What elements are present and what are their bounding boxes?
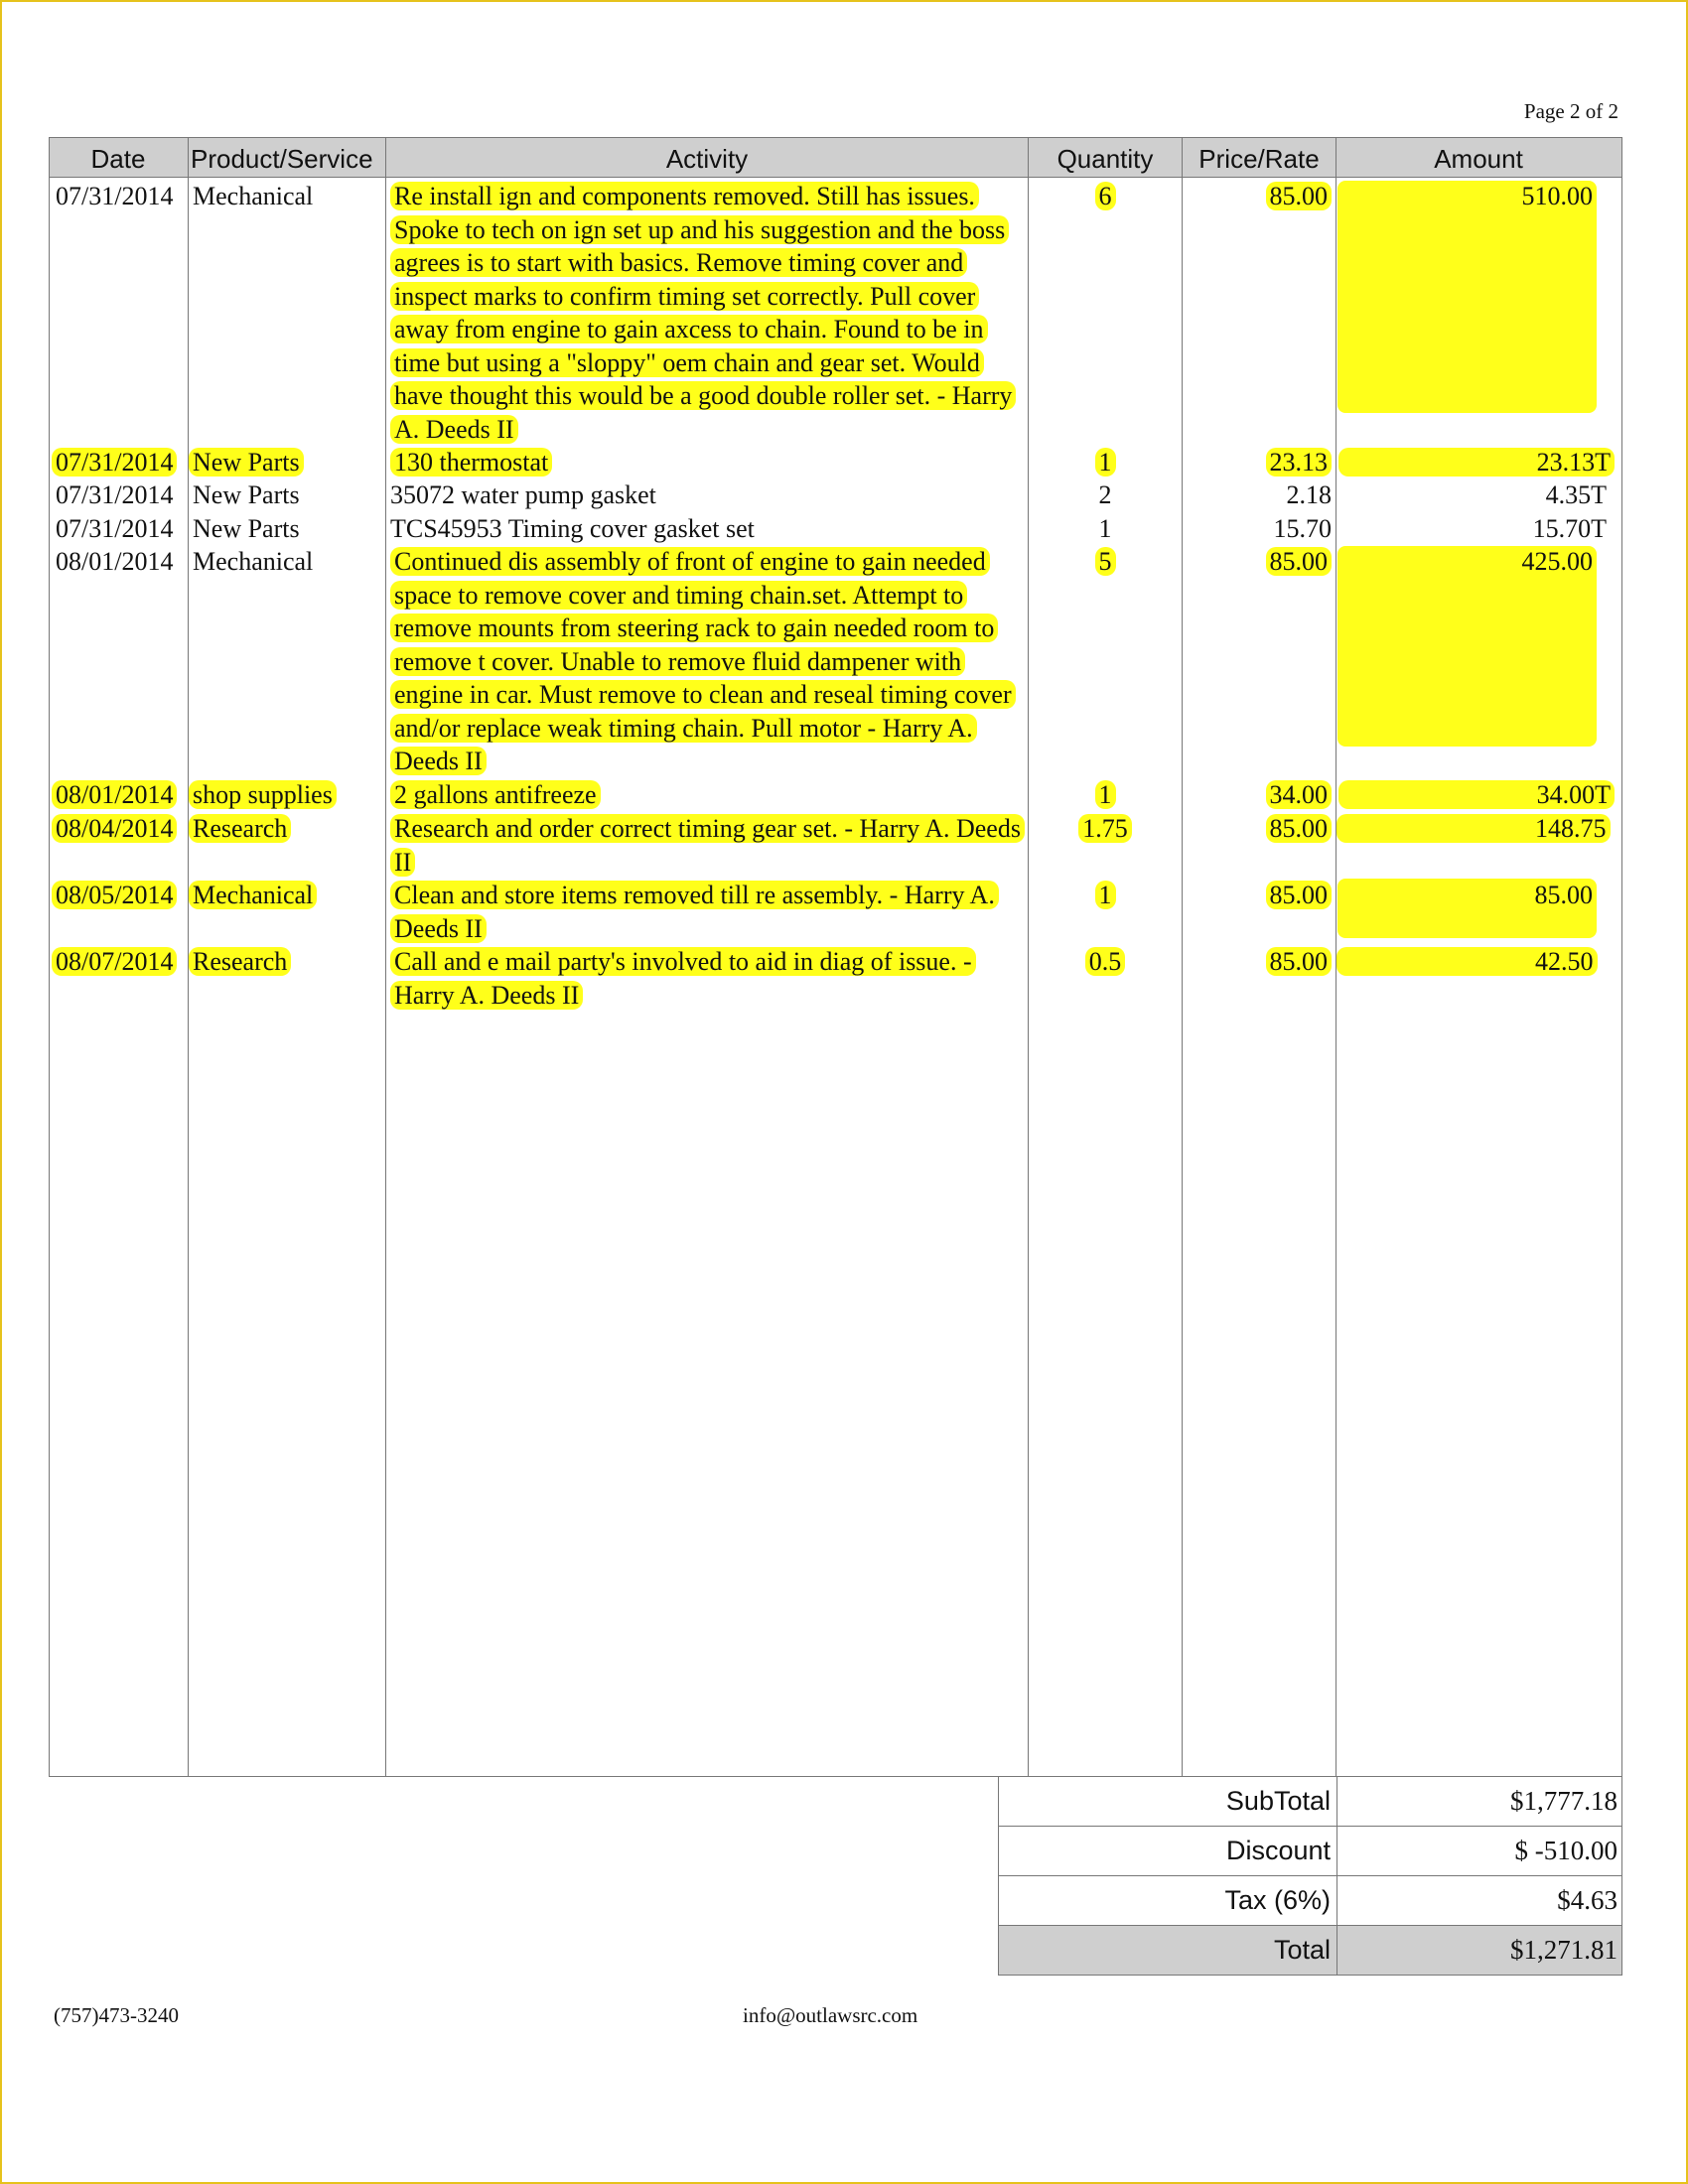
row-activity	[390, 545, 1026, 778]
header-amount: Amount	[1434, 144, 1523, 174]
row-product	[189, 879, 317, 912]
row-quantity	[1029, 945, 1182, 979]
total-row	[998, 1926, 1622, 1976]
row-quantity-text: 1	[1095, 780, 1116, 809]
row-activity: 35072 water pump gasket	[390, 480, 656, 509]
row-quantity	[1029, 545, 1182, 579]
row-date	[52, 879, 177, 912]
row-price-text: 85.00	[1266, 881, 1333, 909]
row-price	[1183, 180, 1332, 213]
row-activity	[390, 446, 1026, 479]
row-quantity	[1029, 778, 1182, 812]
row-price-text: 85.00	[1266, 182, 1333, 210]
row-quantity	[1029, 812, 1182, 846]
footer-phone: (757)473-3240	[54, 2003, 179, 2027]
row-activity-text: 2 gallons antifreeze	[390, 780, 601, 809]
row-amount: 510.00	[1521, 182, 1593, 210]
row-price	[1183, 778, 1332, 812]
row-amount	[1336, 446, 1615, 479]
header-price: Price/Rate	[1198, 144, 1320, 174]
row-product	[189, 778, 337, 812]
row-activity-text: Call and e mail party's involved to aid in diag of issue. - Harry A. Deeds II	[390, 947, 976, 1010]
row-activity	[390, 812, 1026, 879]
row-quantity: 1	[1098, 514, 1112, 543]
column-divider	[385, 137, 386, 1777]
total-value: $1,271.81	[1336, 1926, 1621, 1975]
row-activity	[390, 778, 1026, 812]
row-amount-text: 42.50	[1336, 947, 1598, 976]
row-amount: 4.35T	[1545, 480, 1607, 509]
discount-value: $ -510.00	[1336, 1827, 1621, 1875]
row-price-text: 85.00	[1266, 947, 1333, 976]
row-date-text: 08/07/2014	[52, 947, 177, 976]
row-quantity	[1029, 879, 1182, 912]
row-activity	[390, 879, 1026, 945]
header-quantity: Quantity	[1056, 144, 1154, 174]
row-product: New Parts	[193, 514, 300, 543]
row-product-text: Research	[189, 814, 291, 843]
row-product	[189, 945, 291, 979]
row-date: 07/31/2014	[56, 182, 174, 210]
row-product-text: Research	[189, 947, 291, 976]
row-price	[1183, 879, 1332, 912]
row-quantity-text: 6	[1095, 182, 1116, 210]
total-label: Total	[1273, 1935, 1331, 1965]
row-quantity-text: 1	[1095, 448, 1116, 477]
row-quantity	[1029, 446, 1182, 479]
footer-email: info@outlawsrc.com	[743, 2003, 918, 2027]
row-product	[189, 446, 304, 479]
row-date	[52, 446, 177, 479]
row-date: 07/31/2014	[56, 514, 174, 543]
row-date	[52, 778, 177, 812]
row-quantity-text: 1.75	[1078, 814, 1132, 843]
tax-value: $4.63	[1336, 1876, 1621, 1925]
row-product: New Parts	[193, 480, 300, 509]
row-quantity-text: 1	[1095, 881, 1116, 909]
row-product: Mechanical	[193, 182, 314, 210]
row-price-text: 85.00	[1266, 814, 1333, 843]
row-price	[1183, 945, 1332, 979]
header-product: Product/Service	[191, 144, 373, 174]
row-date: 07/31/2014	[56, 480, 174, 509]
tax-label: Tax (6%)	[1224, 1885, 1331, 1915]
row-activity-text: 130 thermostat	[390, 448, 552, 477]
subtotal-label: SubTotal	[1225, 1786, 1331, 1816]
row-activity	[390, 945, 1026, 1012]
page-number: Page 2 of 2	[1523, 99, 1618, 123]
row-price-text: 23.13	[1266, 448, 1333, 477]
row-product: Mechanical	[193, 547, 314, 576]
row-amount-text: 34.00T	[1338, 780, 1615, 809]
row-price: 2.18	[1286, 480, 1332, 509]
row-amount	[1336, 778, 1615, 812]
row-date-text: 08/04/2014	[52, 814, 177, 843]
row-price: 15.70	[1273, 514, 1332, 543]
row-price-text: 85.00	[1266, 547, 1333, 576]
row-activity: TCS45953 Timing cover gasket set	[390, 514, 755, 543]
row-date-text: 08/01/2014	[52, 780, 177, 809]
row-price	[1183, 446, 1332, 479]
row-date	[52, 812, 177, 846]
row-product-text: New Parts	[189, 448, 304, 477]
row-product-text: Mechanical	[189, 881, 317, 909]
header-date: Date	[90, 144, 146, 174]
row-date-text: 08/05/2014	[52, 881, 177, 909]
header-activity: Activity	[665, 144, 749, 174]
amount-highlight	[1337, 181, 1597, 413]
row-price-text: 34.00	[1266, 780, 1333, 809]
row-price	[1183, 812, 1332, 846]
subtotal-row	[998, 1777, 1622, 1827]
row-amount: 425.00	[1521, 547, 1593, 576]
row-date: 08/01/2014	[56, 547, 174, 576]
discount-row	[998, 1827, 1622, 1876]
row-amount	[1336, 812, 1607, 846]
row-date-text: 07/31/2014	[52, 448, 177, 477]
row-amount: 15.70T	[1532, 514, 1607, 543]
row-activity-text: Continued dis assembly of front of engine to gain needed space to remove cover and timing chain.set. Attempt to remove mounts from steering rack to gain needed room to remove t cover. Unable to remove fluid dampener with engine in car. Must remove to clean and reseal timing cover and/or replace weak timing chain. Pull motor - Harry A. Deeds II	[390, 547, 1016, 775]
row-activity	[390, 180, 1026, 446]
row-quantity-text: 0.5	[1085, 947, 1126, 976]
row-amount-text: 148.75	[1336, 814, 1611, 843]
row-price	[1183, 545, 1332, 579]
row-quantity	[1029, 180, 1182, 213]
row-activity-text: Clean and store items removed till re assembly. - Harry A. Deeds II	[390, 881, 999, 943]
discount-label: Discount	[1225, 1836, 1331, 1865]
row-activity-text: Research and order correct timing gear set. - Harry A. Deeds II	[390, 814, 1025, 877]
tax-row	[998, 1876, 1622, 1926]
row-amount	[1336, 945, 1597, 979]
row-product-text: shop supplies	[189, 780, 337, 809]
row-product	[189, 812, 291, 846]
row-amount-text: 23.13T	[1338, 448, 1615, 477]
subtotal-value: $1,777.18	[1336, 1777, 1621, 1826]
row-quantity-text: 5	[1095, 547, 1116, 576]
row-quantity: 2	[1098, 480, 1112, 509]
row-activity-text: Re install ign and components removed. Still has issues. Spoke to tech on ign set up and his suggestion and the boss agrees is to start with basics. Remove timing cover and inspect marks to confirm timing set correctly. Pull cover away from engine to gain axcess to chain. Found to be in time but using a "sloppy" oem chain and gear set. Would have thought this would be a good double roller set. - Harry A. Deeds II	[390, 182, 1016, 444]
row-amount: 85.00	[1534, 881, 1593, 909]
row-date	[52, 945, 177, 979]
